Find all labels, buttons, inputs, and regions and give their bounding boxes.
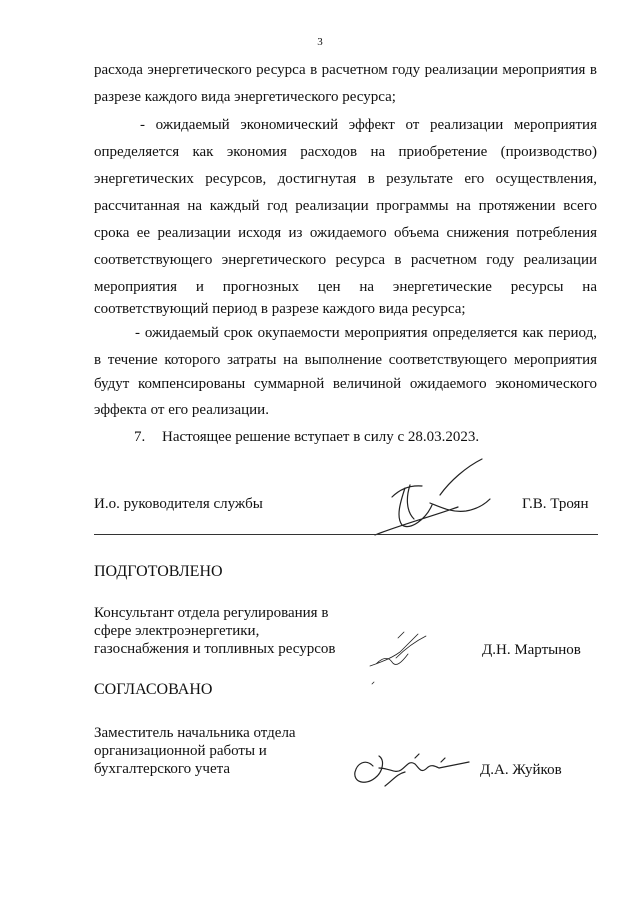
prepared-name: Д.Н. Мартынов [482,642,581,658]
text-line: мероприятия и прогнозных цен на энергетические ресурсы на [94,279,597,295]
divider-line [94,534,598,535]
page-number: 3 [317,36,323,48]
prepared-position-line: газоснабжения и топливных ресурсов [94,641,336,657]
agreed-position-line: Заместитель начальника отдела [94,725,296,741]
head-signature-image [370,455,500,545]
text-line: рассчитанная на каждый год реализации программы на протяжении всего [94,198,597,214]
prepared-position-line: Консультант отдела регулирования в [94,605,329,621]
agreed-name: Д.А. Жуйков [480,762,562,778]
text-line: будут компенсированы суммарной величиной ожидаемого экономического [94,376,597,392]
text-line: энергетических ресурсов, достигнутая в результате его осуществления, [94,171,597,187]
text-line: эффекта от его реализации. [94,402,269,418]
agreed-position-line: бухгалтерского учета [94,761,231,777]
text-line: расхода энергетического ресурса в расчетном году реализации мероприятия в [94,62,597,78]
prepared-heading: ПОДГОТОВЛЕНО [94,563,223,580]
text-line: - ожидаемый экономический эффект от реализации мероприятия [140,117,597,133]
agreed-signature-image [345,738,485,798]
text-line: в течение которого затраты на выполнение соответствующего мероприятия [94,352,597,368]
text-line: определяется как экономия расходов на приобретение (производство) [94,144,597,160]
effective-date-text: Настоящее решение вступает в силу с 28.03.2023. [162,429,480,445]
text-line: разрезе каждого вида энергетического ресурса; [94,89,396,105]
prepared-position-line: сфере электроэнергетики, [94,623,260,639]
text-line: - ожидаемый срок окупаемости мероприятия определяется как период, [135,325,597,341]
text-line: срока ее реализации исходя из ожидаемого объема снижения потребления [94,225,597,241]
prepared-signature-image [352,618,452,698]
agreed-heading: СОГЛАСОВАНО [94,681,213,698]
text-line: соответствующего энергетического ресурса в расчетном году реализации [94,252,597,268]
text-line: соответствующий период в разрезе каждого вида ресурса; [94,301,466,317]
head-name: Г.В. Троян [522,496,589,512]
agreed-position-line: организационной работы и [94,743,267,759]
item-number: 7. [134,429,146,445]
head-position: И.о. руководителя службы [94,496,263,512]
